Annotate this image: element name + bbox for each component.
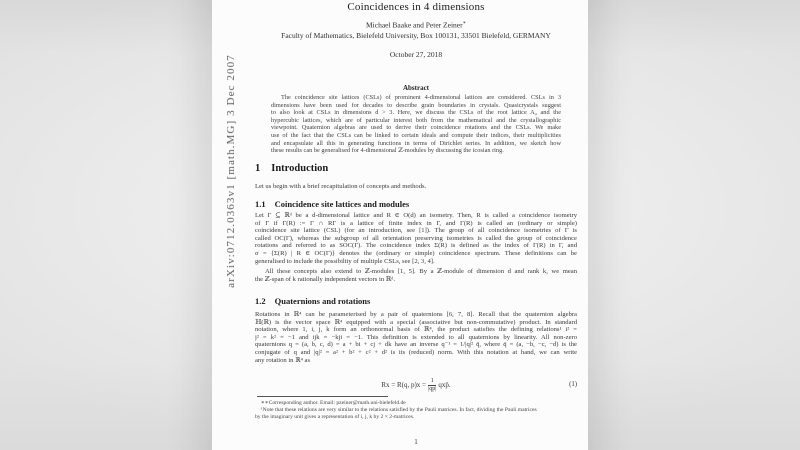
authors-names: Michael Baake and Peter Zeiner	[365, 20, 463, 30]
section-title: Coincidence site lattices and modules	[274, 199, 410, 209]
modules-paragraph	[255, 268, 577, 283]
text-line: use of the fact that the CSLs can be linked to certain ideals and compute their indices, their multiplicities	[271, 131, 561, 139]
affiliation-line: Faculty of Mathematics, Bielefeld University, Box 100131, 33501 Bielefeld, GERMANY	[281, 31, 551, 40]
text-line: ℍ(ℝ) is the vector space ℝ⁴ equipped with a special (associative but non-commutative) product. In standard	[255, 318, 577, 326]
equation-fraction	[428, 378, 436, 393]
corresponding-author-mark: ∗	[462, 21, 467, 26]
section-number: 1	[255, 163, 261, 174]
text-line: ¹Note that these relations are very similar to the relations satisfied by the Pauli matrices. In fact, dividing the Pauli matrices	[261, 406, 537, 413]
fraction-denominator: |qp|	[428, 385, 437, 392]
text-line: and encapsulate all this in generating functions in terms of Dirichlet series. In addition, we sketch how	[271, 139, 561, 147]
text-line: quaternions q = (a, b, c, d) = a + bi + cj + dk have an inverse q⁻¹ = 1/|q|² q̄, where q̄ = (a, −b, −c, −d) is the	[255, 341, 577, 349]
text-line: called OC(Γ), whereas the subgroup of all orientation preserving isometries is called the group of coincidence	[255, 234, 577, 242]
section-1-intro-text: Let us begin with a brief recapitulation of concepts and methods.	[255, 183, 427, 190]
text-line: to also look at CSLs in dimensions d > 3. Here, we discuss the CSLs of the root lattice A₄ and the	[271, 109, 561, 117]
paper-page	[212, 0, 588, 450]
fraction-numerator: 1	[430, 377, 434, 384]
footnote-rule	[257, 396, 388, 397]
text-line: coincidence site lattice (CSL) (for an introduction, see [1]). The group of all coincidence isometries of Γ is	[255, 227, 577, 235]
text-line: conjugate of q and |q|² = a² + b² + c² + d² is its (reduced) norm. With this notation at hand, we can write	[255, 348, 577, 356]
text-line: rotations and referred to as SOC(Γ). The coincidence index Σ(R) is defined as the index of Γ(R) in Γ, and	[255, 242, 577, 250]
text-line: the ℤ-span of k rationally independent vectors in ℝᵈ.	[255, 275, 395, 283]
text-line: of Γ if Γ(R) := Γ ∩ RΓ is a lattice of finite index in Γ, and Γ(R) is called an (ordinary or simple)	[255, 219, 577, 227]
text-line: viewpoint. Quaternion algebras are used to derive their coincidence rotations and the CSLs. We make	[271, 124, 561, 132]
text-line: by the imaginary unit gives a representation of i, j, k by 2 × 2-matrices.	[255, 413, 415, 420]
text-line: j² = k² = −1 and ijk = −kji = −1. This definition is extended to all quaternions by linearity. All non-zero	[255, 333, 577, 341]
abstract-heading: Abstract	[402, 84, 430, 92]
text-line: All these concepts also extend to ℤ-modules [1, 5]. By a ℤ-module of dimension d and rank k, we mean	[265, 268, 577, 275]
text-line: notation, where 1, i, j, k form an orthonormal basis of ℝ⁴, the product satisfies the defining relations¹ i² =	[255, 326, 577, 334]
equation-number: (1)	[569, 381, 577, 388]
text-line: any rotation in ℝ⁴ as	[255, 356, 311, 364]
text-line: ∗∗Corresponding author. Email: pzeiner@math.uni-bielefeld.de	[261, 400, 406, 406]
text-line: The coincidence site lattices (CSLs) of prominent 4-dimensional lattices are considered. CSLs in 3	[281, 94, 561, 101]
section-number: 1.1	[255, 199, 266, 209]
section-1-2-heading	[255, 296, 370, 306]
section-title: Quaternions and rotations	[274, 296, 371, 306]
page-number: 1	[414, 438, 418, 446]
text-line: dimensions have been used for decades to describe grain boundaries in crystals. Quasicrystals suggest	[271, 101, 561, 109]
text-line: Rotations in ℝ⁴ can be parameterised by a pair of quaternions [6, 7, 8]. Recall that the quaternion algebra	[255, 311, 577, 318]
section-title: Introduction	[271, 163, 329, 174]
text-line: generalised to include the possibility of multiple CSLs, see [2, 3, 4].	[255, 257, 435, 265]
text-line: σ = {Σ(R) | R ∈ OC(Γ)} denotes the (ordinary or simple) coincidence spectrum. These definitions can be	[255, 249, 577, 257]
section-number: 1.2	[255, 296, 266, 306]
section-1-1-heading	[255, 199, 409, 209]
text-line: Let Γ ⊆ ℝᵈ be a d-dimensional lattice and R ∈ O(d) an isometry. Then, R is called a coincidence isometry	[255, 212, 577, 219]
date-line: October 27, 2018	[389, 50, 443, 59]
text-line: these results can be generalised for 4-dimensional ℤ-modules by discussing the icosian ring.	[271, 147, 504, 155]
section-1-heading	[255, 163, 328, 174]
authors-line	[255, 20, 577, 30]
paper-title: Coincidences in 4 dimensions	[347, 1, 485, 13]
arxiv-stamp: arXiv:0712.0363v1 [math.MG] 3 Dec 2007	[225, 54, 237, 288]
text-line: hypercubic lattices, which are of particular interest both from the mathematical and the crystallographic	[271, 116, 561, 124]
abstract-paragraph	[271, 94, 561, 155]
section-1-1-paragraph	[255, 212, 577, 265]
equation-lhs: Rx = R(q, p)x =	[381, 381, 426, 389]
equation-rhs: qxp̄.	[438, 381, 451, 389]
display-equation	[255, 375, 577, 395]
footnotes-block	[255, 400, 577, 421]
page-content	[255, 0, 577, 450]
section-1-2-paragraph	[255, 311, 577, 364]
